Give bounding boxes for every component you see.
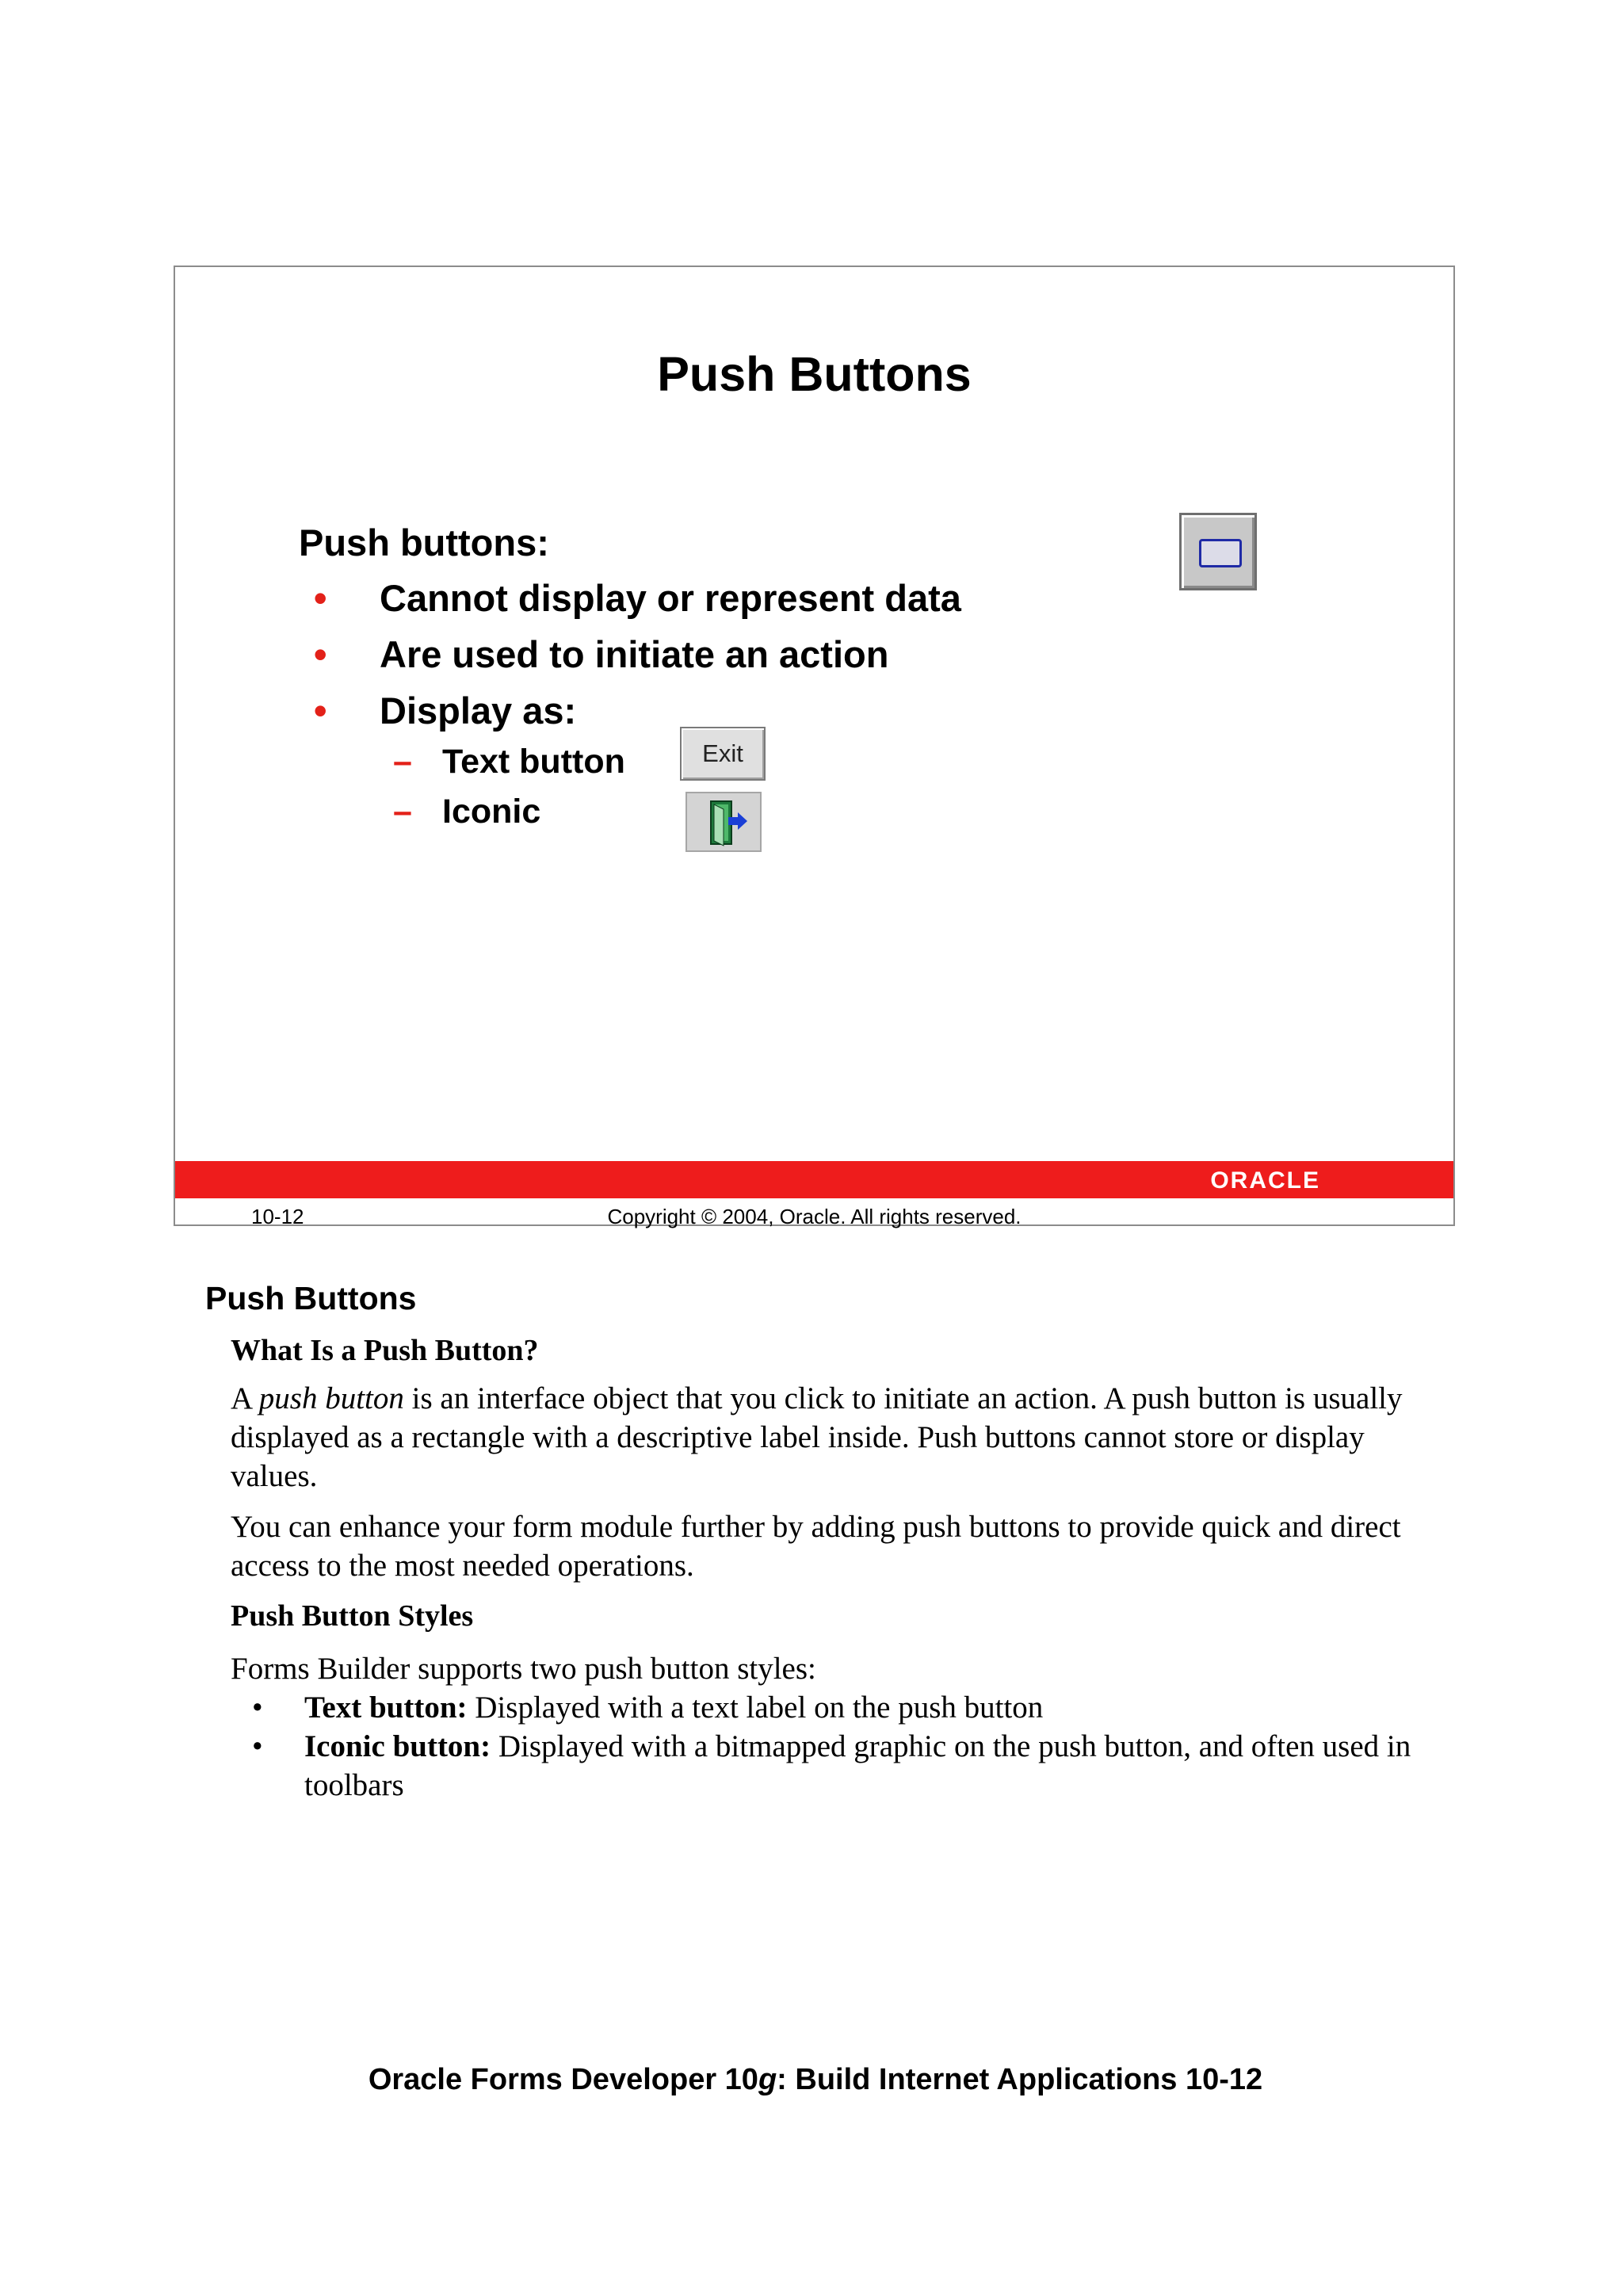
- bullet-item: • Cannot display or represent data: [314, 577, 961, 619]
- section-title-what-is: What Is a Push Button?: [231, 1334, 539, 1367]
- bullet-icon: •: [314, 633, 327, 675]
- paragraph-styles-intro: Forms Builder supports two push button styles:: [231, 1652, 816, 1686]
- bullet-item: • Are used to initiate an action: [314, 633, 889, 675]
- sub-item-iconic: – Iconic: [393, 793, 541, 831]
- paragraph-enhance: You can enhance your form module further by adding push buttons to provide quick and direct access to the most needed operations.: [231, 1510, 1401, 1583]
- exit-text-button-example: Exit: [680, 727, 766, 781]
- copyright-notice: Copyright © 2004, Oracle. All rights reserved.: [607, 1205, 1022, 1228]
- slide-number: 10-12: [251, 1205, 304, 1228]
- list-item-iconic-button: • Iconic button: Displayed with a bitmapped graphic on the push button, and often used in toolbars: [252, 1727, 1425, 1805]
- paragraph-definition: A push button is an interface object that you click to initiate an action. A push button is usually displayed as a rectangle with a descriptive label inside. Push buttons cannot store or display values.: [231, 1381, 1403, 1493]
- term-push-button: push button: [258, 1381, 404, 1415]
- notes-heading: Push Buttons: [205, 1280, 417, 1316]
- bullet-icon: •: [252, 1729, 263, 1763]
- push-button-example-icon: [1179, 513, 1257, 590]
- bullet-item: • Display as:: [314, 690, 577, 732]
- exit-door-icon: [685, 792, 762, 852]
- sub-item-text-button: – Text button: [393, 743, 625, 781]
- oracle-logo: ORACLE: [1210, 1167, 1320, 1194]
- slide-title: Push Buttons: [657, 347, 972, 401]
- slide-lead: Push buttons:: [299, 521, 549, 563]
- bullet-icon: •: [314, 577, 327, 619]
- dash-icon: –: [393, 793, 412, 831]
- section-title-styles: Push Button Styles: [231, 1599, 474, 1633]
- slide: [174, 266, 1455, 1226]
- dash-icon: –: [393, 743, 412, 781]
- bullet-icon: •: [314, 690, 327, 732]
- page-footer: Oracle Forms Developer 10g: Build Internet Applications 10-12: [368, 2063, 1263, 2096]
- bullet-icon: •: [252, 1690, 263, 1725]
- list-item-text-button: • Text button: Displayed with a text label on the push button: [252, 1688, 1425, 1727]
